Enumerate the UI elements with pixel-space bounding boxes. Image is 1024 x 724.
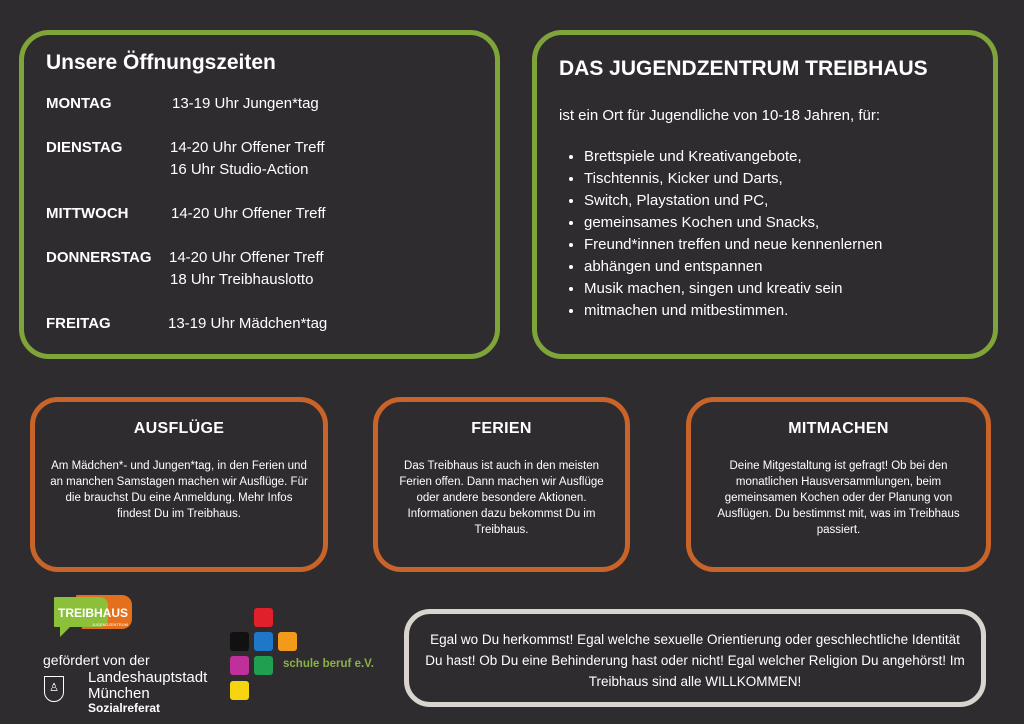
holidays-panel — [373, 397, 630, 572]
day-hours: 13-19 Uhr Jungen*tag — [172, 95, 319, 112]
list-item: • Tischtennis, Kicker und Darts, — [584, 168, 993, 190]
hours-row-thursday-extra — [46, 269, 495, 291]
list-item: • abhängen und entspannen — [584, 256, 993, 278]
day-hours: 14-20 Uhr Offener Treff — [171, 205, 326, 222]
treibhaus-logo — [54, 591, 132, 639]
hours-row-thursday — [46, 247, 495, 269]
list-item: • Musik machen, singen und kreativ sein — [584, 278, 993, 300]
trips-text: Am Mädchen*- und Jungen*tag, in den Ferien und an manchen Samstagen machen wir Ausflüge. Für die brauchst Du eine Anmeldung. Mehr Infos findest Du im Treibhaus. — [50, 460, 308, 520]
hours-row-tuesday — [46, 137, 495, 159]
munich-crest-icon: ♙ — [44, 676, 64, 702]
day-hours: 16 Uhr Studio-Action — [170, 161, 309, 178]
day-name: MITTWOCH — [46, 205, 129, 222]
trips-title: AUSFLÜGE — [133, 420, 225, 437]
offer-list — [559, 146, 993, 322]
logo-square-icon — [254, 608, 273, 627]
hours-row-wednesday — [46, 203, 495, 225]
holidays-title: FERIEN — [471, 420, 532, 437]
day-name: DIENSTAG — [46, 139, 123, 156]
list-item: • Freund*innen treffen und neue kennenlernen — [584, 234, 993, 256]
logo-square-icon — [230, 632, 249, 651]
logo-subtitle: JUGENDZENTRUM — [92, 622, 128, 627]
logo-square-icon — [254, 656, 273, 675]
hours-row-friday — [46, 313, 495, 335]
logo-square-icon — [278, 632, 297, 651]
opening-hours-title: Unsere Öffnungszeiten — [46, 51, 276, 74]
city-name — [88, 670, 207, 715]
funded-by-label: gefördert von der — [43, 652, 150, 668]
participate-title: MITMACHEN — [788, 420, 889, 437]
logo-wordmark: TREIBHAUS — [57, 606, 129, 620]
holidays-text: Das Treibhaus ist auch in den meisten Ferien offen. Dann machen wir Ausflüge oder andere besondere Aktionen. Informationen dazu bekommst Du im Treibhaus. — [399, 460, 604, 536]
logo-square-icon — [230, 681, 249, 700]
city-line-2: München — [88, 685, 150, 702]
city-department: Sozialreferat — [88, 701, 161, 715]
youth-center-info-panel — [532, 30, 998, 359]
day-hours: 14-20 Uhr Offener Treff — [169, 249, 324, 266]
hours-row-monday — [46, 93, 495, 115]
participate-panel — [686, 397, 991, 572]
day-hours: 14-20 Uhr Offener Treff — [170, 139, 325, 156]
hours-row-tuesday-extra — [46, 159, 495, 181]
day-hours: 18 Uhr Treibhauslotto — [170, 271, 314, 288]
day-name: MONTAG — [46, 95, 112, 112]
list-item: • Brettspiele und Kreativangebote, — [584, 146, 993, 168]
day-name: DONNERSTAG — [46, 249, 152, 266]
list-item: • gemeinsames Kochen und Snacks, — [584, 212, 993, 234]
list-item: • mitmachen und mitbestimmen. — [584, 300, 993, 322]
logo-square-icon — [230, 656, 249, 675]
logo-square-icon — [254, 632, 273, 651]
day-name: FREITAG — [46, 315, 111, 332]
day-hours: 13-19 Uhr Mädchen*tag — [168, 315, 328, 332]
welcome-text: Egal wo Du herkommst! Egal welche sexuelle Orientierung oder geschlechtliche Identität Du hast! Ob Du eine Behinderung hast oder nicht! Egal welcher Religion Du angehörst! Im Treibhaus sind alle WILLKOMMEN! — [425, 632, 965, 689]
trips-panel — [30, 397, 328, 572]
participate-text: Deine Mitgestaltung ist gefragt! Ob bei den monatlichen Hausversammlungen, beim gemeinsamen Kochen oder der Planung von Ausflügen. Du bestimmst mit, was im Treibhaus passiert. — [717, 460, 960, 536]
opening-hours-panel — [19, 30, 500, 359]
partner-name: schule beruf e.V. — [283, 658, 374, 670]
list-item: • Switch, Playstation und PC, — [584, 190, 993, 212]
info-title: DAS JUGENDZENTRUM TREIBHAUS — [559, 57, 928, 80]
info-intro: ist ein Ort für Jugendliche von 10-18 Jahren, für: — [559, 107, 881, 124]
welcome-panel — [404, 609, 986, 707]
city-line-1: Landeshauptstadt — [88, 669, 208, 686]
